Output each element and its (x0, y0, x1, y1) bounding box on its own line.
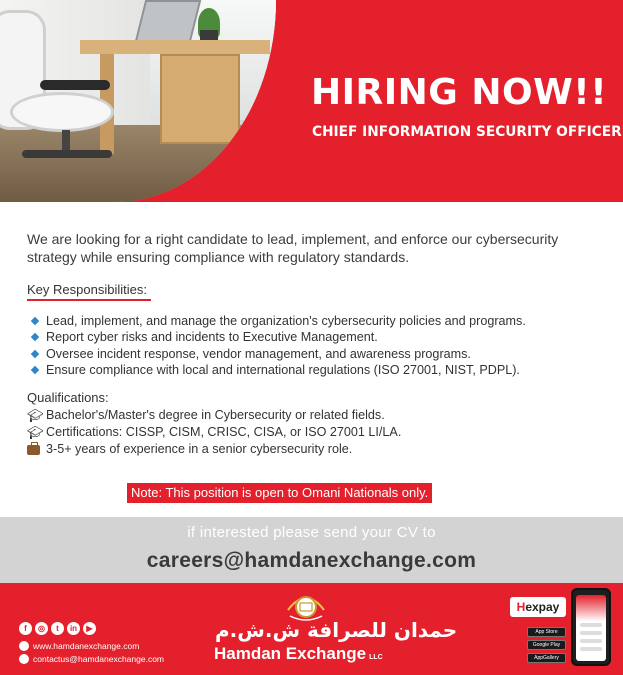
linkedin-icon[interactable]: in (67, 622, 80, 635)
qualifications-list (27, 407, 617, 458)
diamond-bullet-icon (31, 366, 39, 374)
facebook-icon[interactable]: f (19, 622, 32, 635)
app-store-badges (527, 627, 566, 663)
google-play-badge[interactable]: Google Play (527, 640, 566, 650)
intro-text: We are looking for a right candidate to lead, implement, and enforce our cybersecurity strategy while ensuring compliance with regulatory standards. (27, 231, 559, 265)
brand-name: Hamdan Exchange LLC (214, 644, 383, 663)
twitter-icon[interactable]: t (51, 622, 64, 635)
list-item: 3-5+ years of experience in a senior cybersecurity role. (27, 441, 617, 458)
instagram-icon[interactable]: ◎ (35, 622, 48, 635)
at-sign-icon (19, 654, 29, 664)
diamond-bullet-icon (31, 317, 39, 325)
list-item: Report cyber risks and incidents to Executive Management. (30, 329, 620, 345)
globe-icon (19, 641, 29, 651)
briefcase-icon (27, 445, 40, 455)
youtube-icon[interactable]: ▶ (83, 622, 96, 635)
cv-instruction: if interested please send your CV to (187, 524, 436, 541)
responsibilities-list (30, 313, 620, 379)
responsibilities-heading: Key Responsibilities: (27, 282, 147, 297)
app-store-badge[interactable]: App Store (527, 627, 566, 637)
hiring-title: HIRING NOW!! (311, 72, 608, 113)
list-item: Ensure compliance with local and international regulations (ISO 27001, NIST, PDPL). (30, 362, 620, 378)
graduation-cap-icon: 🎓︎ (27, 408, 44, 423)
qualifications-heading: Qualifications: (27, 390, 109, 405)
list-item: 🎓︎ Certifications: CISSP, CISM, CRISC, CISA, or ISO 27001 LI/LA. (27, 425, 402, 440)
office-desk-photo (0, 0, 276, 202)
contact-email-link[interactable]: contactus@hamdanexchange.com (19, 654, 164, 664)
list-item: Oversee incident response, vendor management, and awareness programs. (30, 346, 620, 362)
list-item: Lead, implement, and manage the organization's cybersecurity policies and programs. (30, 313, 620, 329)
job-title: CHIEF INFORMATION SECURITY OFFICER (312, 124, 622, 140)
nationality-note: Note: This position is open to Omani Nationals only. (127, 483, 432, 503)
social-links (19, 622, 96, 635)
header-banner (0, 0, 623, 202)
list-item: 🎓︎ Bachelor's/Master's degree in Cybersecurity or related fields. (27, 408, 385, 423)
brand-arabic-name: حمدان للصرافة ش.ش.م (215, 618, 458, 642)
app-gallery-badge[interactable]: AppGallery (527, 653, 566, 663)
hexpay-logo[interactable]: Hexpay (510, 597, 566, 617)
diamond-bullet-icon (31, 350, 39, 358)
website-link[interactable]: www.hamdanexchange.com (19, 641, 139, 651)
phone-mockup (571, 588, 611, 666)
diamond-bullet-icon (31, 333, 39, 341)
careers-email-link[interactable]: careers@hamdanexchange.com (146, 549, 477, 572)
heading-underline (27, 299, 151, 301)
graduation-cap-icon: 🎓︎ (27, 425, 44, 440)
